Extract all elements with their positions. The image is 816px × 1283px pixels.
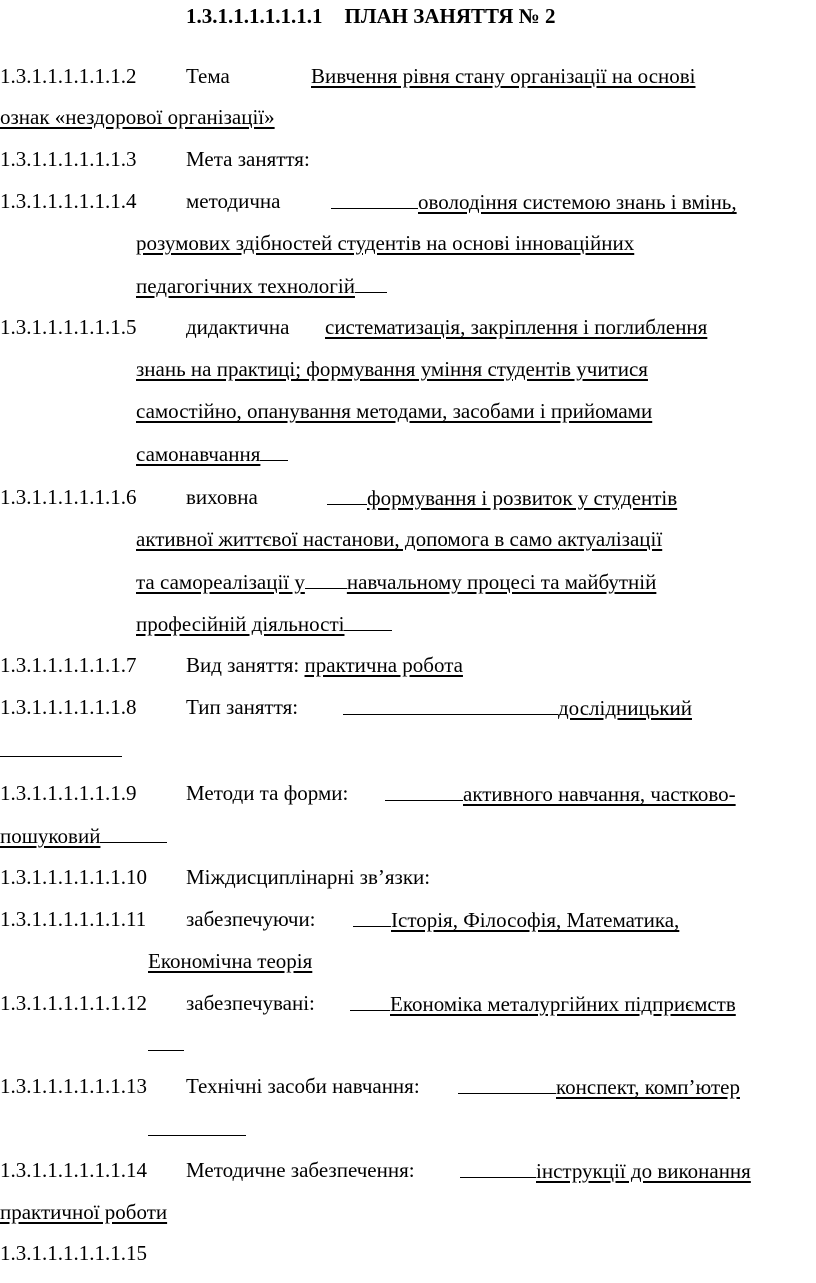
fill-blank [331, 188, 418, 209]
topic-number: 1.3.1.1.1.1.1.1.2 [0, 64, 137, 88]
topic-value-line2: ознак «нездорової організації» [0, 105, 275, 129]
fill-blank [305, 568, 347, 589]
method-support-number: 1.3.1.1.1.1.1.1.14 [0, 1158, 147, 1182]
topic-value-line1: Вивчення рівня стану організації на основі [311, 64, 696, 88]
fill-blank [260, 440, 288, 461]
fill-blank [148, 1115, 246, 1136]
educational-value-text4: професійній діяльності [136, 612, 345, 636]
providing-number: 1.3.1.1.1.1.1.1.11 [0, 907, 147, 931]
lesson-kind-row [186, 652, 463, 678]
lesson-type-trailing-line [0, 736, 122, 763]
lesson-kind-number: 1.3.1.1.1.1.1.1.7 [0, 653, 137, 677]
fill-blank [355, 272, 387, 293]
methodical-value-text: оволодіння системою знань і вмінь, [418, 190, 737, 214]
method-support-value-line2: практичної роботи [0, 1200, 168, 1224]
didactic-value-line3: самостійно, опанування методами, засобами і прийомами [136, 399, 653, 423]
provided-value-row [350, 990, 736, 1017]
goal-label: Мета заняття: [186, 147, 310, 171]
provided-trailing-line [148, 1030, 184, 1057]
fill-blank [460, 1157, 536, 1178]
educational-label: виховна [186, 485, 258, 509]
fill-blank [327, 484, 367, 505]
provided-value: Економіка металургійних підприємств [390, 992, 736, 1016]
methodical-value-line2: розумових здібностей студентів на основі інноваційних [136, 231, 635, 255]
fill-blank [148, 1030, 184, 1051]
providing-value-text: Історія, Філософія, Математика, [391, 908, 680, 932]
plan-heading [186, 3, 555, 29]
provided-label: забезпечувані: [186, 991, 315, 1015]
lesson-type-value: дослідницький [558, 696, 692, 720]
lesson-type-value-row [343, 694, 692, 721]
tech-number: 1.3.1.1.1.1.1.1.13 [0, 1074, 147, 1098]
methodical-number: 1.3.1.1.1.1.1.1.4 [0, 189, 137, 213]
topic-label: Тема [186, 64, 230, 88]
lesson-type-label: Тип заняття: [186, 695, 299, 719]
providing-value-line2: Економічна теорія [148, 949, 313, 973]
didactic-value-line2: знань на практиці; формування уміння студентів учитися [136, 357, 648, 381]
methods-value-text2: пошуковий [0, 824, 101, 848]
lesson-kind-label: Вид заняття: [186, 653, 300, 677]
heading-number: 1.3.1.1.1.1.1.1.1 [186, 4, 323, 28]
educational-value-line2: активної життєвої настанови, допомога в само актуалізації [136, 527, 663, 551]
providing-value-line1 [353, 906, 679, 933]
method-support-label: Методичне забезпечення: [186, 1158, 415, 1182]
lesson-kind-value: практична робота [304, 653, 463, 677]
provided-number: 1.3.1.1.1.1.1.1.12 [0, 991, 147, 1015]
interdisc-number: 1.3.1.1.1.1.1.1.10 [0, 865, 147, 889]
didactic-label: дидактична [186, 315, 290, 339]
didactic-value-line4 [136, 440, 288, 467]
methodical-label: методична [186, 189, 281, 213]
methods-label: Методи та форми: [186, 781, 349, 805]
educational-value-text3b: навчальному процесі та майбутній [346, 570, 657, 594]
educational-value-line1 [327, 484, 677, 511]
fill-blank [343, 694, 558, 715]
fill-blank [100, 822, 167, 843]
fill-blank [0, 736, 122, 757]
providing-label: забезпечуючи: [186, 907, 316, 931]
last-item-number: 1.3.1.1.1.1.1.1.15 [0, 1241, 147, 1265]
fill-blank [350, 990, 390, 1011]
tech-trailing-line [148, 1115, 246, 1142]
fill-blank [458, 1073, 556, 1094]
methodical-value-text3: педагогічних технологій [136, 274, 355, 298]
didactic-value-line1: систематизація, закріплення і поглиблення [325, 315, 708, 339]
didactic-number: 1.3.1.1.1.1.1.1.5 [0, 315, 137, 339]
heading-title: ПЛАН ЗАНЯТТЯ № 2 [344, 4, 556, 28]
interdisc-label: Міждисциплінарні зв’язки: [186, 865, 431, 889]
tech-value: конспект, комп’ютер [556, 1075, 740, 1099]
methods-value-line2 [0, 822, 167, 849]
fill-blank [385, 780, 463, 801]
method-support-value-line1 [460, 1157, 751, 1184]
educational-value-text: формування і розвиток у студентів [367, 486, 678, 510]
goal-number: 1.3.1.1.1.1.1.1.3 [0, 147, 137, 171]
fill-blank [353, 906, 391, 927]
method-support-value-text: інструкції до виконання [536, 1159, 751, 1183]
educational-number: 1.3.1.1.1.1.1.1.6 [0, 485, 137, 509]
educational-value-line3 [136, 568, 656, 595]
educational-value-text3a: та самореалізації у [136, 570, 305, 594]
fill-blank [344, 610, 392, 631]
lesson-type-number: 1.3.1.1.1.1.1.1.8 [0, 695, 137, 719]
tech-value-row [458, 1073, 740, 1100]
methods-number: 1.3.1.1.1.1.1.1.9 [0, 781, 137, 805]
educational-value-line4 [136, 610, 392, 637]
methodical-value-line1 [331, 188, 737, 215]
methods-value-line1 [385, 780, 736, 807]
tech-label: Технічні засоби навчання: [186, 1074, 420, 1098]
methodical-value-line3 [136, 272, 387, 299]
didactic-value-text4: самонавчання [136, 442, 261, 466]
methods-value-text: активного навчання, частково- [463, 782, 736, 806]
